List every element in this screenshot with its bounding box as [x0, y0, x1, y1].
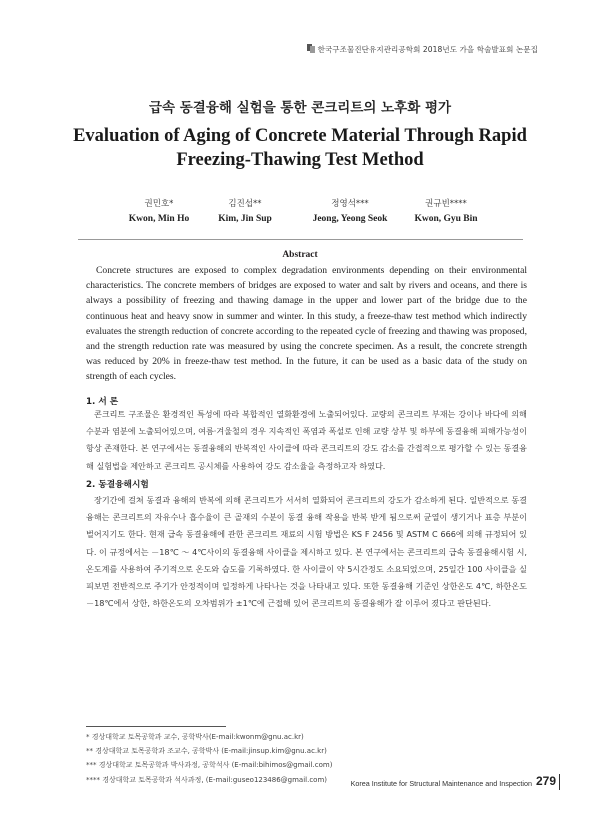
footnote-4: **** 경상대학교 토목공학과 석사과정, (E-mail:guseo123486@gmail.com) — [86, 775, 328, 784]
title-english-line-1: Evaluation of Aging of Concrete Material Through Rapid — [73, 126, 527, 146]
section-text-introduction: 콘크리트 구조물은 환경적인 특성에 따라 복합적인 열화환경에 노출되어있다. 교량의 콘크리트 부재는 강이나 바다에 의해 수분과 염분에 노출되어있으며, 여름·겨울철의 경우 지속적인 폭염과 폭설로 인해 교량 상부 및 하부에 동결융해 피해가능성이 항상 존재한다. 본 연구에서는 동결융해의 반복적인 사이클에 따라 콘크리트의 강도 감소를 간접적으로 평가할 수 있는 동결융해 실험법을 제안하고 콘크리트 공시체를 사용하여 강도 감소율을 측정하고자 하였다. — [86, 409, 527, 471]
title-english-line-2: Freezing-Thawing Test Method — [176, 150, 424, 170]
footnote-2: ** 경상대학교 토목공학과 조교수, 공학박사 (E-mail:jinsup.kim@gnu.ac.kr) — [86, 747, 327, 756]
section-heading-introduction: 1. 서 론 — [86, 397, 119, 407]
author-name-english: Kwon, Min Ho — [128, 214, 190, 224]
title-english — [0, 124, 600, 172]
abstract-top-rule — [78, 239, 523, 240]
journal-logo-icon — [307, 44, 315, 53]
author-name-english: Jeong, Yeong Seok — [312, 214, 388, 224]
author-3 — [300, 197, 400, 224]
section-text-freeze-thaw-test: 장기간에 걸쳐 동결과 융해의 반복에 의해 콘크리트가 서서히 열화되어 콘크리트의 강도가 감소하게 된다. 일반적으로 동결융해는 콘크리트의 자유수나 흡수율이 큰 골재의 수분이 동결 융해 작용을 반복 받게 됨으로써 균열이 생기거나 표층 부분이 벌어지기도 한다. 현재 급속 동결융해에 관한 콘크리트 재료의 시험 방법은 KS F 2456 및 ASTM C 666에 의해 규정되어 있다. 이 규정에서는 －18℃ ～ 4℃사이의 동결융해 사이클을 제시하고 있다. 본 연구에서는 콘크리트의 급속 동결융해시험 시, 온도계를 사용하여 주기적으로 온도와 습도를 기록하였다. 한 사이클이 약 5시간정도 소요되었으며, 25일간 100 사이클을 실 피보면 전반적으로 주기가 안정적이며 일정하게 나타나는 것을 나타내고 있다. 또한 동결융해 기준인 상한온도 4℃, 하한온도 －18℃에서 상한, 하한온도의 오차범위가 ±1℃에 근접해 있어 콘크리트의 동결융해가 잘 이루어 졌다고 판단된다. — [86, 495, 527, 609]
author-list — [120, 197, 480, 231]
abstract-text: Concrete structures are exposed to complex degradation environments depending on their environmental characteristics. The concrete members of bridges are exposed to water and salt by rivers and oceans, and there is always a possibility of freezing and thawing damage in the upper and lower part of the bridge due to the continuous heat and heavy snow in summer and winter. In this study, a freeze-thaw test method which indirectly evaluates the strength reduction of concrete according to the repeated cycle of freezing and thawing was proposed, and the strength reduction rate was measured by using the concrete specimen. As a result, the concrete strength was reduced by 20% in freeze-thaw test method. In the future, it can be used as a basic data of the study on strength of each cycles. — [86, 265, 527, 383]
author-name-korean: 김진섭** — [228, 199, 262, 209]
author-name-english: Kwon, Gyu Bin — [414, 214, 478, 224]
abstract-heading: Abstract — [282, 250, 318, 260]
footer-divider — [559, 774, 560, 790]
running-head — [307, 44, 538, 55]
author-name-korean: 권민호* — [144, 199, 174, 209]
author-name-korean: 권규빈**** — [425, 199, 467, 209]
author-2 — [204, 197, 286, 224]
author-name-korean: 정영석*** — [331, 199, 369, 209]
footnote-3: *** 경상대학교 토목공학과 박사과정, 공학석사 (E-mail:bihimos@gmail.com) — [86, 761, 333, 770]
footer-organization: Korea Institute for Structural Maintenance and Inspection — [350, 779, 532, 788]
section-heading-freeze-thaw-test: 2. 동결융해시험 — [86, 480, 149, 490]
title-korean: 급속 동결융해 실험을 통한 콘크리트의 노후화 평가 — [148, 100, 452, 116]
author-4 — [408, 197, 484, 224]
footnote-1: * 경상대학교 토목공학과 교수, 공학박사(E-mail:kwonm@gnu.ac.kr) — [86, 733, 304, 741]
page-number: 279 — [536, 774, 557, 788]
author-1 — [120, 197, 198, 224]
running-head-text: 한국구조물진단유지관리공학회 2018년도 가을 학술발표회 논문집 — [317, 45, 538, 54]
footnote-rule — [86, 726, 226, 727]
author-name-english: Kim, Jin Sup — [218, 214, 272, 224]
